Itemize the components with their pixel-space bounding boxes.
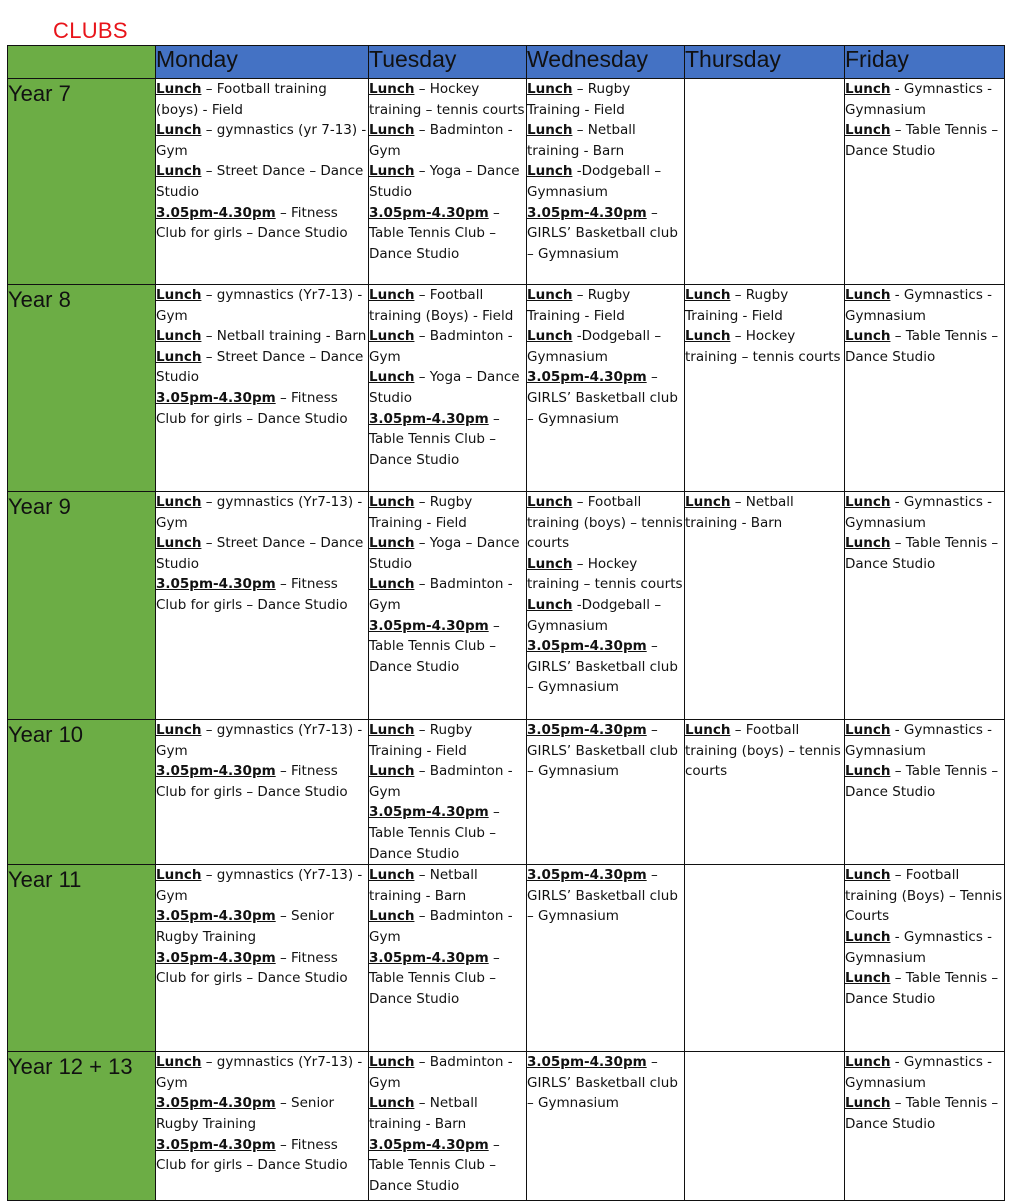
club-time-label: 3.05pm-4.30pm [156, 204, 276, 221]
club-description: – Football training (boys) - Field [156, 81, 327, 118]
club-entry [369, 1135, 526, 1197]
club-time-label: Lunch [369, 81, 415, 97]
club-entry [527, 492, 684, 554]
club-time-label: 3.05pm-4.30pm [156, 908, 276, 925]
club-time-label: Lunch [845, 535, 891, 552]
club-entry [845, 720, 1004, 761]
club-time-label: Lunch [369, 369, 415, 386]
club-description: – Table Tennis – Dance Studio [845, 763, 999, 800]
club-entry [156, 720, 368, 761]
club-description: – GIRLS’ Basketball club – Gymnasium [527, 638, 678, 696]
club-time-label: Lunch [685, 287, 731, 303]
club-time-label: Lunch [685, 722, 731, 738]
club-time-label: 3.05pm-4.30pm [369, 204, 489, 221]
club-time-label: 3.05pm-4.30pm [369, 410, 489, 427]
club-time-label: Lunch [845, 122, 891, 139]
club-cell-friday [845, 1052, 1005, 1201]
club-entry [527, 203, 684, 265]
club-description: – Fitness Club for girls – Dance Studio [156, 763, 348, 800]
club-entry [845, 927, 1004, 968]
year-label: Year 10 [8, 720, 156, 865]
club-entry [156, 120, 368, 161]
club-time-label: Lunch [156, 348, 202, 365]
club-entry [527, 326, 684, 367]
club-time-label: Lunch [156, 122, 202, 139]
club-entry [156, 326, 368, 347]
club-description: – GIRLS’ Basketball club – Gymnasium [527, 369, 678, 427]
club-description: - Gymnastics - Gymnasium [845, 1054, 993, 1091]
club-entry [369, 120, 526, 161]
club-description: – Badminton - Gym [369, 908, 513, 945]
club-description: – GIRLS’ Basketball club – Gymnasium [527, 204, 678, 262]
club-description: – Badminton - Gym [369, 122, 513, 159]
club-time-label: 3.05pm-4.30pm [527, 638, 647, 655]
club-description: – gymnastics (Yr7-13) - Gym [156, 1054, 363, 1091]
club-description: – Football training (boys) – tennis courts [685, 722, 841, 780]
club-time-label: 3.05pm-4.30pm [156, 949, 276, 966]
club-entry [369, 409, 526, 471]
club-description: – Street Dance – Dance Studio [156, 348, 364, 386]
club-time-label: 3.05pm-4.30pm [527, 722, 647, 738]
club-entry [156, 574, 368, 615]
club-cell-friday [845, 865, 1005, 1052]
club-entry [845, 79, 1004, 120]
club-description: – Badminton - Gym [369, 763, 513, 800]
club-description: – Table Tennis – Dance Studio [845, 535, 999, 572]
club-cell-friday [845, 79, 1005, 285]
club-entry [527, 285, 684, 326]
year-label: Year 8 [8, 285, 156, 492]
club-cell-wednesday [527, 79, 685, 285]
club-description: – Rugby Training - Field [369, 722, 473, 759]
club-description: – Table Tennis – Dance Studio [845, 970, 999, 1007]
club-entry [369, 906, 526, 947]
club-entry [527, 636, 684, 698]
club-time-label: Lunch [369, 867, 415, 884]
club-cell-friday [845, 720, 1005, 865]
club-entry [369, 802, 526, 864]
club-time-label: Lunch [369, 163, 415, 180]
club-cell-monday [156, 492, 369, 720]
club-cell-tuesday [369, 1052, 527, 1201]
club-time-label: 3.05pm-4.30pm [527, 867, 647, 884]
club-cell-wednesday [527, 1052, 685, 1201]
year-row [8, 79, 1005, 285]
club-description: – Hockey training – tennis courts [685, 328, 841, 365]
club-time-label: 3.05pm-4.30pm [156, 1136, 276, 1153]
club-description: -Dodgeball – Gymnasium [527, 596, 662, 634]
club-time-label: Lunch [156, 1054, 202, 1071]
club-time-label: Lunch [369, 328, 415, 345]
club-time-label: Lunch [845, 1095, 891, 1112]
club-time-label: 3.05pm-4.30pm [369, 804, 489, 821]
year-label: Year 11 [8, 865, 156, 1052]
club-entry [369, 1093, 526, 1134]
club-time-label: Lunch [369, 494, 415, 510]
club-description: – Football training (Boys) – Tennis Courts [845, 867, 1003, 925]
club-entry [156, 161, 368, 202]
club-cell-friday [845, 285, 1005, 492]
club-description: -Dodgeball – Gymnasium [527, 163, 662, 200]
club-entry [845, 865, 1004, 927]
club-entry [156, 347, 368, 388]
club-time-label: Lunch [156, 163, 202, 180]
club-entry [685, 492, 844, 533]
club-description: – Yoga – Dance Studio [369, 535, 520, 572]
club-entry [845, 492, 1004, 533]
club-time-label: Lunch [527, 596, 573, 613]
club-time-label: Lunch [845, 867, 891, 884]
club-entry [527, 865, 684, 927]
club-time-label: Lunch [527, 122, 573, 139]
club-entry [845, 285, 1004, 326]
club-description: – Table Tennis Club – Dance Studio [369, 804, 500, 862]
club-cell-wednesday [527, 865, 685, 1052]
club-description: – gymnastics (Yr7-13) - Gym [156, 867, 363, 904]
club-entry [156, 203, 368, 244]
club-description: – Table Tennis Club – Dance Studio [369, 949, 500, 1007]
club-description: -Dodgeball – Gymnasium [527, 328, 662, 365]
day-header-friday: Friday [845, 46, 1005, 79]
club-time-label: Lunch [156, 535, 202, 552]
club-description: – GIRLS’ Basketball club – Gymnasium [527, 722, 678, 780]
day-header-wednesday: Wednesday [527, 46, 685, 79]
club-cell-wednesday [527, 720, 685, 865]
club-description: – Senior Rugby Training [156, 1095, 335, 1132]
club-description: – Badminton - Gym [369, 576, 513, 613]
club-cell-thursday [685, 720, 845, 865]
club-time-label: 3.05pm-4.30pm [527, 369, 647, 386]
club-entry [369, 79, 526, 120]
corner-cell [8, 46, 156, 79]
club-cell-thursday [685, 865, 845, 1052]
club-entry [369, 492, 526, 533]
club-entry [369, 285, 526, 326]
day-header-tuesday: Tuesday [369, 46, 527, 79]
club-entry [527, 120, 684, 161]
club-entry [685, 285, 844, 326]
club-time-label: Lunch [369, 908, 415, 925]
club-entry [685, 720, 844, 782]
club-time-label: Lunch [369, 1054, 415, 1071]
club-cell-tuesday [369, 79, 527, 285]
club-time-label: Lunch [369, 763, 415, 780]
club-description: – Rugby Training - Field [527, 287, 631, 324]
year-row [8, 865, 1005, 1052]
club-time-label: Lunch [369, 535, 415, 552]
club-description: – Fitness Club for girls – Dance Studio [156, 389, 348, 427]
club-description: – Table Tennis Club – Dance Studio [369, 204, 500, 262]
club-time-label: 3.05pm-4.30pm [156, 1095, 276, 1112]
club-entry [369, 720, 526, 761]
club-description: – Netball training - Barn [201, 328, 367, 345]
club-description: – GIRLS’ Basketball club – Gymnasium [527, 1054, 678, 1112]
club-description: – gymnastics (Yr7-13) - Gym [156, 287, 363, 324]
club-time-label: 3.05pm-4.30pm [369, 1136, 489, 1153]
club-cell-monday [156, 865, 369, 1052]
club-time-label: Lunch [685, 494, 731, 510]
club-entry [369, 761, 526, 802]
club-entry [845, 1093, 1004, 1134]
club-entry [845, 1052, 1004, 1093]
club-time-label: Lunch [527, 81, 573, 97]
club-entry [369, 616, 526, 678]
club-description: – Badminton - Gym [369, 328, 513, 365]
club-entry [156, 865, 368, 906]
club-entry [527, 1052, 684, 1114]
club-description: – Table Tennis – Dance Studio [845, 1095, 999, 1132]
year-row [8, 285, 1005, 492]
club-entry [527, 720, 684, 782]
club-description: – Football training (Boys) - Field [369, 287, 514, 324]
club-time-label: Lunch [156, 328, 202, 345]
club-description: – Hockey training – tennis courts [527, 555, 683, 593]
club-time-label: Lunch [369, 722, 415, 738]
club-entry [527, 554, 684, 595]
club-cell-friday [845, 492, 1005, 720]
club-time-label: 3.05pm-4.30pm [369, 617, 489, 634]
club-cell-tuesday [369, 865, 527, 1052]
club-entry [156, 761, 368, 802]
club-time-label: 3.05pm-4.30pm [527, 1054, 647, 1071]
club-time-label: Lunch [156, 287, 202, 303]
club-description: – Fitness Club for girls – Dance Studio [156, 576, 348, 613]
club-cell-thursday [685, 79, 845, 285]
club-entry [845, 120, 1004, 161]
club-description: – Street Dance – Dance Studio [156, 535, 364, 572]
year-label: Year 9 [8, 492, 156, 720]
club-time-label: 3.05pm-4.30pm [369, 949, 489, 966]
club-entry [369, 865, 526, 906]
club-entry [527, 79, 684, 120]
club-description: – Netball training - Barn [527, 122, 636, 159]
club-cell-thursday [685, 285, 845, 492]
club-entry [156, 285, 368, 326]
header-row [8, 46, 1005, 79]
club-entry [845, 968, 1004, 1009]
club-time-label: Lunch [845, 970, 891, 987]
club-entry [156, 79, 368, 120]
club-time-label: Lunch [845, 81, 891, 97]
club-time-label: Lunch [527, 494, 573, 510]
club-description: – gymnastics (Yr7-13) - Gym [156, 722, 363, 759]
club-entry [156, 1052, 368, 1093]
club-description: – Yoga – Dance Studio [369, 369, 520, 406]
year-label: Year 12 + 13 [8, 1052, 156, 1201]
club-time-label: 3.05pm-4.30pm [156, 576, 276, 593]
club-cell-tuesday [369, 720, 527, 865]
club-time-label: Lunch [527, 163, 573, 180]
club-entry [527, 161, 684, 202]
club-entry [685, 326, 844, 367]
club-time-label: Lunch [527, 287, 573, 303]
club-time-label: Lunch [156, 722, 202, 738]
club-time-label: Lunch [845, 722, 891, 738]
club-cell-monday [156, 79, 369, 285]
club-description: - Gymnastics - Gymnasium [845, 81, 993, 118]
club-description: – gymnastics (yr 7-13) - Gym [156, 122, 367, 159]
club-entry [369, 326, 526, 367]
club-description: - Gymnastics - Gymnasium [845, 722, 993, 759]
club-entry [369, 1052, 526, 1093]
club-time-label: Lunch [845, 928, 891, 945]
club-description: – Netball training - Barn [685, 494, 794, 531]
club-time-label: Lunch [527, 328, 573, 345]
club-description: – Netball training - Barn [369, 867, 478, 904]
club-cell-thursday [685, 492, 845, 720]
club-description: – Hockey training – tennis courts [369, 81, 525, 118]
club-entry [527, 595, 684, 636]
club-description: – Badminton - Gym [369, 1054, 513, 1091]
club-cell-tuesday [369, 492, 527, 720]
page-title: CLUBS [53, 18, 128, 43]
club-description: - Gymnastics - Gymnasium [845, 287, 993, 324]
club-entry [369, 367, 526, 408]
club-cell-wednesday [527, 492, 685, 720]
club-description: – Netball training - Barn [369, 1095, 478, 1132]
club-time-label: 3.05pm-4.30pm [527, 204, 647, 221]
club-time-label: Lunch [156, 494, 202, 510]
club-entry [156, 1135, 368, 1176]
club-time-label: Lunch [685, 328, 731, 345]
club-time-label: Lunch [369, 122, 415, 139]
club-time-label: Lunch [156, 81, 202, 97]
club-time-label: Lunch [156, 867, 202, 884]
club-time-label: 3.05pm-4.30pm [156, 763, 276, 780]
club-description: – Yoga – Dance Studio [369, 163, 520, 200]
club-time-label: Lunch [369, 287, 415, 303]
year-row [8, 1052, 1005, 1201]
timetable-body [8, 79, 1005, 1201]
year-row [8, 720, 1005, 865]
club-description: – Table Tennis Club – Dance Studio [369, 410, 500, 468]
club-entry [156, 906, 368, 947]
club-description: – Table Tennis – Dance Studio [845, 122, 999, 159]
day-header-monday: Monday [156, 46, 369, 79]
club-entry [369, 161, 526, 202]
club-entry [369, 203, 526, 265]
club-entry [845, 761, 1004, 802]
club-cell-wednesday [527, 285, 685, 492]
club-time-label: Lunch [369, 1095, 415, 1112]
club-time-label: Lunch [845, 287, 891, 303]
day-header-thursday: Thursday [685, 46, 845, 79]
club-entry [369, 948, 526, 1010]
club-entry [369, 574, 526, 615]
club-cell-monday [156, 720, 369, 865]
club-entry [845, 533, 1004, 574]
club-time-label: Lunch [369, 576, 415, 593]
club-entry [156, 388, 368, 429]
club-time-label: Lunch [527, 555, 573, 572]
year-row [8, 492, 1005, 720]
club-time-label: Lunch [845, 328, 891, 345]
club-time-label: 3.05pm-4.30pm [156, 389, 276, 406]
club-description: – Fitness Club for girls – Dance Studio [156, 949, 348, 987]
club-time-label: Lunch [845, 763, 891, 780]
year-label: Year 7 [8, 79, 156, 285]
club-time-label: Lunch [845, 494, 891, 510]
club-time-label: Lunch [845, 1054, 891, 1071]
club-description: – Table Tennis – Dance Studio [845, 328, 999, 365]
club-entry [369, 533, 526, 574]
club-entry [156, 1093, 368, 1134]
club-cell-thursday [685, 1052, 845, 1201]
club-entry [845, 326, 1004, 367]
clubs-timetable [7, 45, 1005, 1201]
club-description: – Table Tennis Club – Dance Studio [369, 617, 500, 675]
club-description: – Senior Rugby Training [156, 908, 335, 945]
club-description: – Table Tennis Club – Dance Studio [369, 1136, 500, 1194]
club-description: – Rugby Training - Field [369, 494, 473, 531]
club-cell-tuesday [369, 285, 527, 492]
club-description: – Football training (boys) – tennis courts [527, 494, 683, 552]
club-description: – Street Dance – Dance Studio [156, 163, 364, 200]
club-entry [156, 948, 368, 989]
club-description: - Gymnastics - Gymnasium [845, 494, 993, 531]
club-entry [156, 492, 368, 533]
club-description: – GIRLS’ Basketball club – Gymnasium [527, 867, 678, 925]
club-entry [527, 367, 684, 429]
club-description: – gymnastics (Yr7-13) - Gym [156, 494, 363, 531]
club-description: – Rugby Training - Field [685, 287, 789, 324]
club-description: – Rugby Training - Field [527, 81, 631, 118]
club-description: – Fitness Club for girls – Dance Studio [156, 204, 348, 242]
club-cell-monday [156, 1052, 369, 1201]
club-cell-monday [156, 285, 369, 492]
club-entry [156, 533, 368, 574]
club-description: - Gymnastics - Gymnasium [845, 928, 993, 966]
club-description: – Fitness Club for girls – Dance Studio [156, 1136, 348, 1174]
